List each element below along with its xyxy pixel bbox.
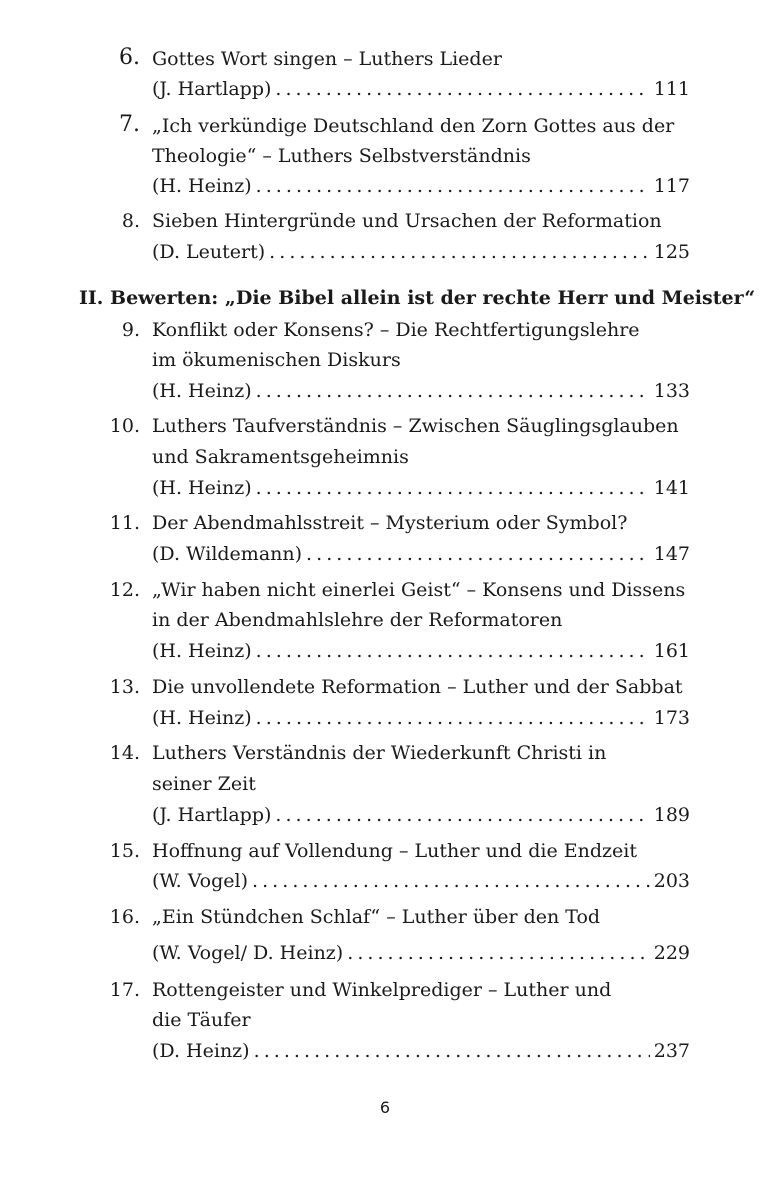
entry-page-number: 173 [653, 707, 690, 729]
entry-page-number: 111 [653, 78, 690, 100]
entry-author: (W. Vogel/ D. Heinz) [152, 942, 344, 964]
entry-page-number: 133 [653, 380, 690, 402]
leader-dots [306, 539, 650, 569]
entry-number: 11. [109, 512, 140, 534]
entry-author-line [152, 636, 690, 666]
section-heading: II. Bewerten: „Die Bibel allein ist der rechte Herr und Meister“ [79, 287, 756, 309]
leader-dots [256, 703, 650, 733]
leader-dots [275, 74, 649, 104]
entry-title-line: „Ein Stündchen Schlaf“ – Luther über den Tod [152, 906, 601, 928]
entry-number: 6. [119, 45, 140, 70]
entry-author-line [152, 473, 690, 503]
leader-dots [254, 1036, 650, 1066]
entry-title-line: Konflikt oder Konsens? – Die Rechtfertigungslehre [152, 319, 640, 341]
entry-author-line [152, 938, 690, 968]
entry-title-line: die Täufer [152, 1009, 251, 1031]
entry-author: (W. Vogel) [152, 870, 249, 892]
leader-dots [252, 866, 650, 896]
entry-number: 12. [109, 579, 140, 601]
entry-author: (H. Heinz) [152, 707, 252, 729]
entry-author: (D. Heinz) [152, 1040, 250, 1062]
entry-author: (D. Wildemann) [152, 543, 303, 565]
entry-page-number: 189 [653, 804, 690, 826]
entry-number: 16. [109, 906, 140, 928]
entry-title-line: seiner Zeit [152, 773, 256, 795]
leader-dots [256, 376, 650, 406]
entry-number: 14. [109, 742, 140, 764]
entry-number: 10. [109, 415, 140, 437]
entry-title-line: Der Abendmahlsstreit – Mysterium oder Symbol? [152, 512, 628, 534]
entry-title-line: im ökumenischen Diskurs [152, 349, 401, 371]
entry-author-line [152, 866, 690, 896]
entry-author-line [152, 237, 690, 267]
entry-title-line: Luthers Taufverständnis – Zwischen Säuglingsglauben [152, 415, 679, 437]
entry-title-line: Rottengeister und Winkelprediger – Luther und [152, 979, 612, 1001]
entry-title-line: Theologie“ – Luthers Selbstverständnis [152, 145, 531, 167]
entry-page-number: 203 [653, 870, 690, 892]
entry-author-line [152, 376, 690, 406]
entry-number: 17. [109, 979, 140, 1001]
entry-number: 7. [119, 112, 140, 137]
entry-author: (H. Heinz) [152, 477, 252, 499]
leader-dots [347, 938, 650, 968]
entry-author-line [152, 171, 690, 201]
entry-author-line [152, 800, 690, 830]
leader-dots [256, 171, 650, 201]
entry-title-line: „Ich verkündige Deutschland den Zorn Gottes aus der [152, 115, 675, 137]
entry-author-line [152, 1036, 690, 1066]
entry-title-line: „Wir haben nicht einerlei Geist“ – Konsens und Dissens [152, 579, 686, 601]
entry-author: (H. Heinz) [152, 640, 252, 662]
page-number: 6 [379, 1098, 391, 1117]
entry-number: 8. [121, 210, 140, 232]
entry-page-number: 237 [653, 1040, 690, 1062]
entry-number: 13. [109, 676, 140, 698]
entry-page-number: 117 [653, 175, 690, 197]
leader-dots [256, 473, 650, 503]
entry-author: (J. Hartlapp) [152, 78, 272, 100]
entry-page-number: 229 [653, 942, 690, 964]
entry-title-line: Gottes Wort singen – Luthers Lieder [152, 48, 502, 70]
entry-author-line [152, 74, 690, 104]
entry-title-line: Luthers Verständnis der Wiederkunft Christi in [152, 742, 607, 764]
entry-title-line: Die unvollendete Reformation – Luther und der Sabbat [152, 676, 683, 698]
entry-number: 15. [109, 840, 140, 862]
leader-dots [275, 800, 649, 830]
entry-author: (D. Leutert) [152, 241, 266, 263]
entry-title-line: und Sakramentsgeheimnis [152, 446, 409, 468]
leader-dots [269, 237, 650, 267]
entry-page-number: 161 [653, 640, 690, 662]
entry-page-number: 147 [653, 543, 690, 565]
entry-author: (H. Heinz) [152, 380, 252, 402]
leader-dots [256, 636, 650, 666]
entry-title-line: Sieben Hintergründe und Ursachen der Reformation [152, 210, 662, 232]
entry-number: 9. [121, 319, 140, 341]
entry-page-number: 141 [653, 477, 690, 499]
entry-author-line [152, 703, 690, 733]
entry-author-line [152, 539, 690, 569]
entry-title-line: Hoffnung auf Vollendung – Luther und die Endzeit [152, 840, 638, 862]
entry-title-line: in der Abendmahlslehre der Reformatoren [152, 609, 563, 631]
entry-author: (J. Hartlapp) [152, 804, 272, 826]
entry-author: (H. Heinz) [152, 175, 252, 197]
entry-page-number: 125 [653, 241, 690, 263]
